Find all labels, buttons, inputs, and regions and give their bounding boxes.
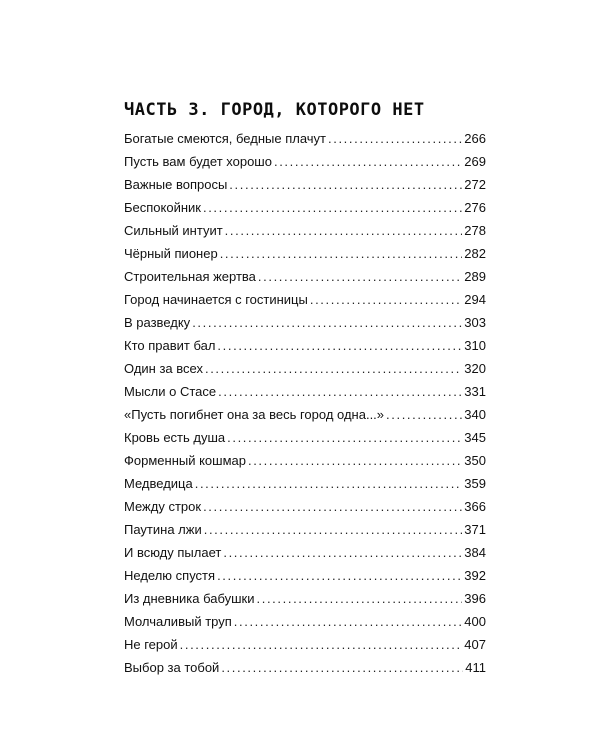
toc-entry [124,219,486,242]
dot-leader [258,265,462,288]
toc-entry [124,380,486,403]
toc-entry [124,288,486,311]
dot-leader [386,403,462,426]
dot-leader [229,173,462,196]
dot-leader [220,242,463,265]
toc-entry-page-number: 340 [464,407,486,422]
toc-entry [124,403,486,426]
toc-entry-page-number: 396 [464,591,486,606]
dot-leader [225,219,463,242]
toc-entry-page-number: 331 [464,384,486,399]
toc-entry [124,518,486,541]
toc-entry-title: Неделю спустя [124,568,216,583]
dot-leader [217,564,462,587]
toc-entry-page-number: 392 [464,568,486,583]
section-title: ЧАСТЬ 3. ГОРОД, КОТОРОГО НЕТ [124,100,425,120]
toc-entry [124,633,486,656]
toc-entry-title: В разведку [124,315,191,330]
toc-entry-title: Беспокойник [124,200,201,215]
dot-leader [204,518,463,541]
toc-entry [124,150,486,173]
toc-entry-page-number: 407 [464,637,486,652]
toc-entry-title: Форменный кошмар [124,453,246,468]
toc-entry-page-number: 371 [464,522,486,537]
toc-entry-title: Важные вопросы [124,177,228,192]
dot-leader [218,380,462,403]
toc-entry-page-number: 294 [464,292,486,307]
toc-entry-title: Пусть вам будет хорошо [124,154,272,169]
toc-entry-title: Из дневника бабушки [124,591,255,606]
dot-leader [221,656,463,679]
toc-entry-title: Паутина лжи [124,522,202,537]
toc-entry-title: Между строк [124,499,202,514]
dot-leader [203,196,462,219]
toc-entry-title: «Пусть погибнет она за весь город одна...» [124,407,385,422]
dot-leader [257,587,463,610]
toc-entry-title: Чёрный пионер [124,246,218,261]
dot-leader [274,150,462,173]
toc-entry [124,173,486,196]
toc-entry-page-number: 320 [464,361,486,376]
toc-entry [124,426,486,449]
toc-entry-title: Молчаливый труп [124,614,232,629]
toc-entry-page-number: 350 [464,453,486,468]
toc-entry [124,311,486,334]
toc-entry-page-number: 310 [464,338,486,353]
dot-leader [217,334,462,357]
table-of-contents [124,98,486,679]
toc-entry-title: Медведица [124,476,193,491]
toc-entry-title: Мысли о Стасе [124,384,217,399]
toc-entry [124,334,486,357]
dot-leader [234,610,463,633]
dot-leader [205,357,462,380]
toc-entry [124,196,486,219]
toc-entry-title: И всюду пылает [124,545,222,560]
toc-entry [124,127,486,150]
dot-leader [180,633,463,656]
dot-leader [227,426,462,449]
toc-entry-page-number: 359 [464,476,486,491]
toc-entry-page-number: 411 [465,660,486,675]
toc-entry [124,357,486,380]
toc-entry-page-number: 303 [464,315,486,330]
dot-leader [192,311,462,334]
toc-entry [124,610,486,633]
dot-leader [328,127,462,150]
toc-entry [124,564,486,587]
toc-entry [124,587,486,610]
toc-entry-page-number: 278 [464,223,486,238]
toc-entry [124,472,486,495]
dot-leader [248,449,462,472]
toc-entry-page-number: 266 [464,131,486,146]
toc-entry-title: Строительная жертва [124,269,256,284]
dot-leader [223,541,462,564]
toc-entry [124,449,486,472]
toc-entry-page-number: 276 [464,200,486,215]
toc-entry-page-number: 400 [464,614,486,629]
toc-entry [124,242,486,265]
toc-entry-page-number: 366 [464,499,486,514]
toc-entry [124,495,486,518]
toc-entry-title: Богатые смеются, бедные плачут [124,131,326,146]
toc-entry-page-number: 345 [464,430,486,445]
toc-entry [124,541,486,564]
toc-entry-title: Кто правит бал [124,338,216,353]
toc-entry [124,265,486,288]
toc-list [124,127,486,679]
toc-entry-title: Город начинается с гостиницы [124,292,308,307]
dot-leader [203,495,462,518]
dot-leader [310,288,462,311]
toc-entry-title: Сильный интуит [124,223,223,238]
toc-entry-title: Не герой [124,637,178,652]
toc-entry-page-number: 282 [464,246,486,261]
toc-entry-page-number: 289 [464,269,486,284]
dot-leader [195,472,463,495]
toc-entry-page-number: 269 [464,154,486,169]
toc-entry [124,656,486,679]
toc-entry-page-number: 272 [464,177,486,192]
toc-entry-page-number: 384 [464,545,486,560]
toc-entry-title: Кровь есть душа [124,430,226,445]
toc-entry-title: Один за всех [124,361,203,376]
toc-entry-title: Выбор за тобой [124,660,220,675]
